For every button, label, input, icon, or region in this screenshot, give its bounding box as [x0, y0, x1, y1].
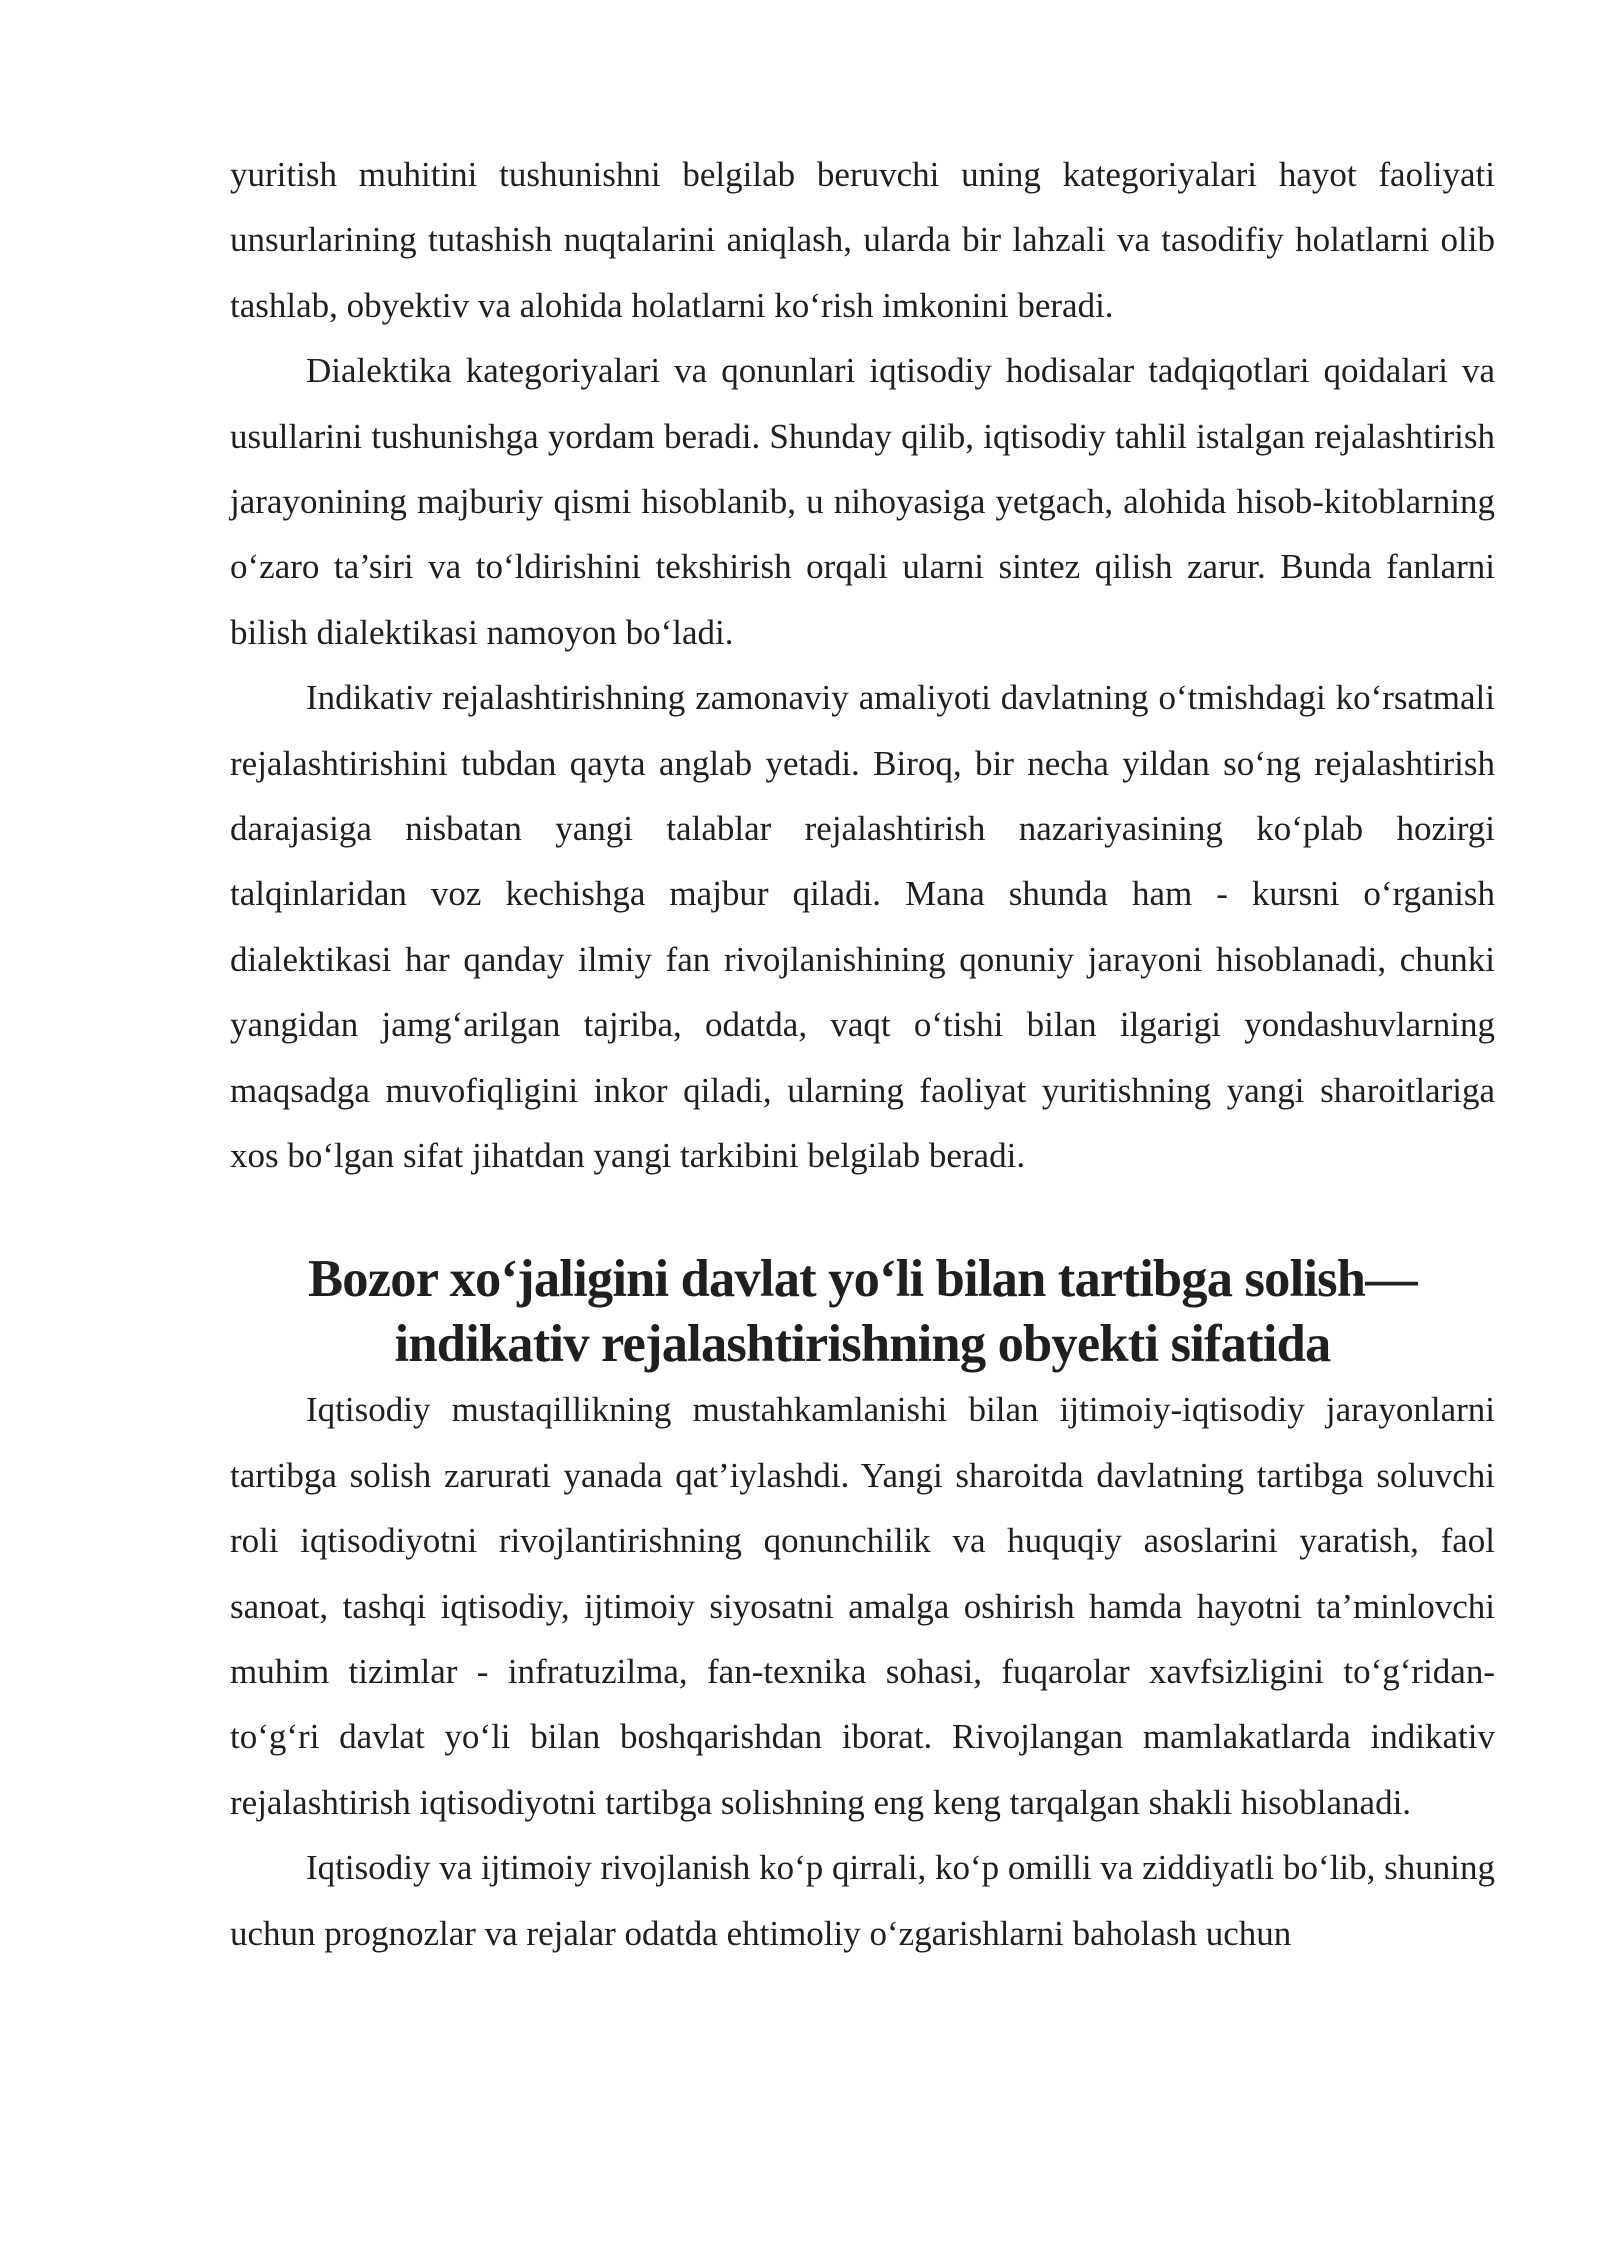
paragraph-iqtisodiy-rivojlanish: Iqtisodiy va ijtimoiy rivojlanish ko‘p qirrali, ko‘p omilli va ziddiyatli bo‘lib, shuning uchun prognozlar va rejalar odatda ehtimoliy o‘zgarishlarni baholash uchun [230, 1848, 1495, 1953]
paragraph-iqtisodiy-mustaqillik: Iqtisodiy mustaqillikning mustahkamlanishi bilan ijtimoiy-iqtisodiy jarayonlarni tartibga solish zarurati yanada qat’iylashdi. Yangi sharoitda davlatning tartibga soluvchi roli iqtisodiyotni rivojlantirishning qonunchilik va huquqiy asoslarini yaratish, faol sanoat, tashqi iqtisodiy, ijtimoiy siyosatni amalga oshirish hamda hayotni ta’minlovchi muhim tizimlar - infratuzilma, fan-texnika sohasi, fuqarolar xavfsizligini to‘g‘ridan-to‘g‘ri davlat yo‘li bilan boshqarishdan iborat. Rivojlangan mamlakatlarda indikativ rejalashtirish iqtisodiyotni tartibga solishning eng keng tarqalgan shakli hisoblanadi. [230, 1390, 1495, 1822]
paragraph-indikativ-amaliyot: Indikativ rejalashtirishning zamonaviy amaliyoti davlatning o‘tmishdagi ko‘rsatmali rejalashtirishini tubdan qayta anglab yetadi. Biroq, bir necha yildan so‘ng rejalashtirish darajasiga nisbatan yangi talablar rejalashtirish nazariyasining ko‘plab hozirgi talqinlaridan voz kechishga majbur qiladi. Mana shunda ham - kursni o‘rganish dialektikasi har qanday ilmiy fan rivojlanishining qonuniy jarayoni hisoblanadi, chunki yangidan jamg‘arilgan tajriba, odatda, vaqt o‘tishi bilan ilgarigi yondashuvlarning maqsadga muvofiqligini inkor qiladi, ularning faoliyat yuritishning yangi sharoitlariga xos bo‘lgan sifat jihatdan yangi tarkibini belgilab beradi. [230, 678, 1495, 1176]
section-heading: Bozor xo‘jaligini davlat yo‘li bilan tartibga solish— indikativ rejalashtirishning obyekti sifatida [308, 1249, 1417, 1373]
paragraph-continuation: yuritish muhitini tushunishni belgilab beruvchi uning kategoriyalari hayot faoliyati unsurlarining tutashish nuqtalarini aniqlash, ularda bir lahzali va tasodifiy holatlarni olib tashlab, obyektiv va alohida holatlarni ko‘rish imkonini beradi. [230, 155, 1495, 325]
document-body [230, 142, 1495, 1966]
paragraph-dialektika: Dialektika kategoriyalari va qonunlari iqtisodiy hodisalar tadqiqotlari qoidalari va usullarini tushunishga yordam beradi. Shunday qilib, iqtisodiy tahlil istalgan rejalashtirish jarayonining majburiy qismi hisoblanib, u nihoyasiga yetgach, alohida hisob-kitoblarning o‘zaro ta’siri va to‘ldirishini tekshirish orqali ularni sintez qilish zarur. Bunda fanlarni bilish dialektikasi namoyon bo‘ladi. [230, 351, 1495, 652]
